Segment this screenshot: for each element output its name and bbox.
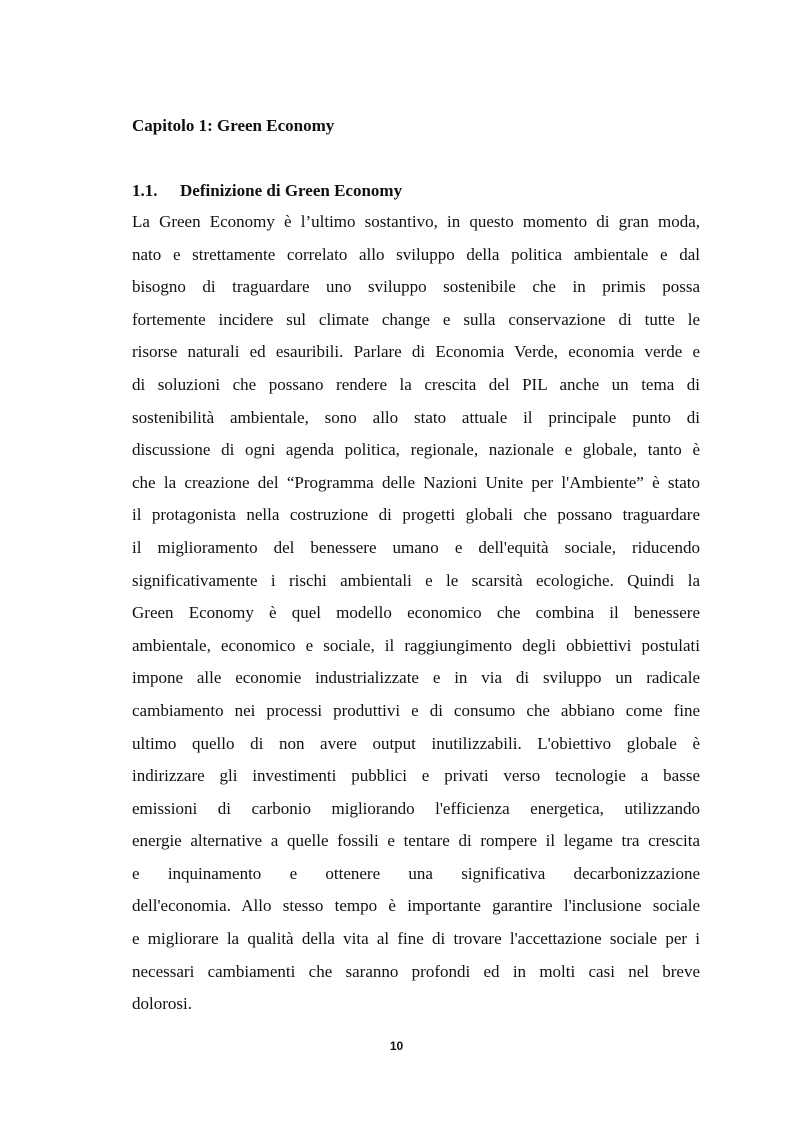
chapter-title: Capitolo 1: Green Economy [132, 116, 335, 135]
paragraph-line: il protagonista nella costruzione di progetti globali che possano traguardare [132, 505, 700, 525]
paragraph-line: che la creazione del “Programma delle Nazioni Unite per l'Ambiente” è stato [132, 472, 700, 492]
paragraph-line: discussione di ogni agenda politica, regionale, nazionale e globale, tanto è [132, 440, 700, 460]
paragraph-line: indirizzare gli investimenti pubblici e privati verso tecnologie a basse [132, 766, 700, 786]
paragraph-line: dell'economia. Allo stesso tempo è importante garantire l'inclusione sociale [132, 896, 700, 916]
paragraph-line: emissioni di carbonio migliorando l'efficienza energetica, utilizzando [132, 798, 700, 818]
paragraph-line: impone alle economie industrializzate e in via di sviluppo un radicale [132, 668, 700, 688]
paragraph-line: cambiamento nei processi produttivi e di consumo che abbiano come fine [132, 700, 700, 720]
paragraph-line: La Green Economy è l’ultimo sostantivo, in questo momento di gran moda, [132, 212, 700, 231]
paragraph-line: energie alternative a quelle fossili e tentare di rompere il legame tra crescita [132, 831, 700, 851]
paragraph-line: il miglioramento del benessere umano e dell'equità sociale, riducendo [132, 537, 700, 557]
paragraph-line: necessari cambiamenti che saranno profondi ed in molti casi nel breve [132, 961, 700, 981]
paragraph-line: dolorosi. [132, 994, 192, 1014]
paragraph-line: sostenibilità ambientale, sono allo stato attuale il principale punto di [132, 407, 700, 427]
paragraph-line: Green Economy è quel modello economico che combina il benessere [132, 603, 700, 623]
paragraph-line: nato e strettamente correlato allo sviluppo della politica ambientale e dal [132, 244, 700, 264]
section-number: 1.1. [132, 181, 158, 200]
paragraph-line: fortemente incidere sul climate change e sulla conservazione di tutte le [132, 309, 700, 329]
paragraph-line: e inquinamento e ottenere una significativa decarbonizzazione [132, 863, 700, 883]
paragraph-line: di soluzioni che possano rendere la crescita del PIL anche un tema di [132, 374, 700, 394]
paragraph-line: ambientale, economico e sociale, il raggiungimento degli obbiettivi postulati [132, 635, 700, 655]
paragraph-line: significativamente i rischi ambientali e le scarsità ecologiche. Quindi la [132, 570, 700, 590]
page-number: 10 [389, 1039, 404, 1053]
section-heading [132, 179, 402, 203]
paragraph-line: risorse naturali ed esauribili. Parlare di Economia Verde, economia verde e [132, 342, 700, 362]
body-paragraph [132, 206, 700, 1021]
paragraph-line: ultimo quello di non avere output inutilizzabili. L'obiettivo globale è [132, 733, 700, 753]
paragraph-line: bisogno di traguardare uno sviluppo sostenibile che in primis possa [132, 277, 700, 297]
paragraph-line: e migliorare la qualità della vita al fine di trovare l'accettazione sociale per i [132, 929, 700, 949]
section-title: Definizione di Green Economy [180, 181, 403, 200]
